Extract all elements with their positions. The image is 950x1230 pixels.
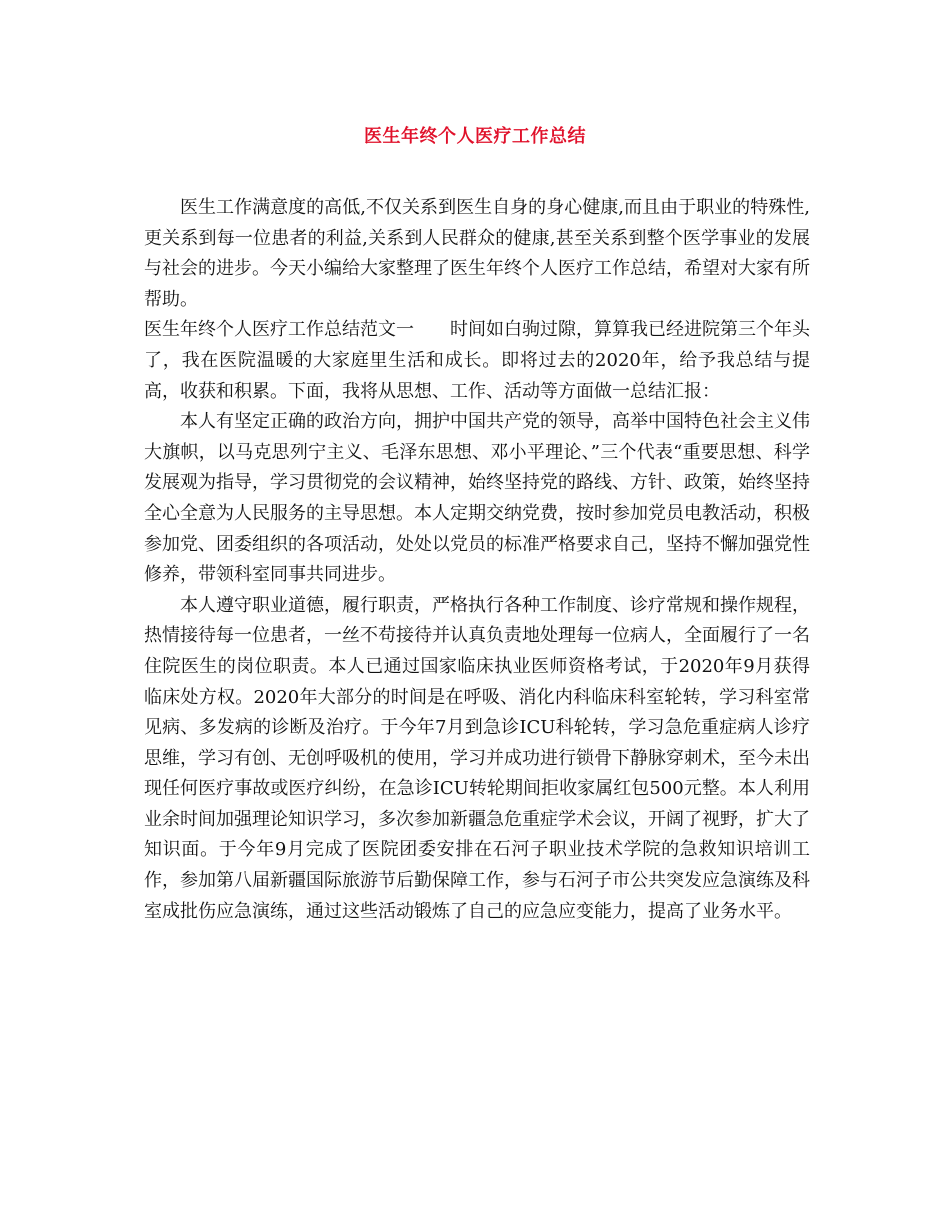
paragraph-work: 本人遵守职业道德，履行职责，严格执行各种工作制度、诊疗常规和操作规程，热情接待每一位患者，一丝不苟接待并认真负责地处理每一位病人，全面履行了一名住院医生的岗位职责。本人已通过国家临床执业医师资格考试，于2020年9月获得临床处方权。2020年大部分的时间是在呼吸、消化内科临床科室轮转，学习科室常见病、多发病的诊断及治疗。于今年7月到急诊ICU科轮转，学习急危重症病人诊疗思维，学习有创、无创呼吸机的使用，学习并成功进行锁骨下静脉穿刺术，至今未出现任何医疗事故或医疗纠纷，在急诊ICU转轮期间拒收家属红包500元整。本人利用业余时间加强理论知识学习，多次参加新疆急危重症学术会议，开阔了视野，扩大了知识面。于今年9月完成了医院团委安排在石河子职业技术学院的急救知识培训工作，参加第八届新疆国际旅游节后勤保障工作，参与石河子市公共突发应急演练及科室成批伤应急演练，通过这些活动锻炼了自己的应急应变能力，提高了业务水平。 xyxy=(144,594,810,922)
sample-heading: 医生年终个人医疗工作总结范文一 xyxy=(144,319,414,341)
document-title: 医生年终个人医疗工作总结 xyxy=(364,126,586,147)
document-body xyxy=(144,193,810,927)
paragraph-political: 本人有坚定正确的政治方向，拥护中国共产党的领导，高举中国特色社会主义伟大旗帜，以马克思列宁主义、毛泽东思想、邓小平理论、”三个代表“重要思想、科学发展观为指导，学习贯彻党的会议精神，始终坚持党的路线、方针、政策，始终坚持全心全意为人民服务的主导思想。本人定期交纳党费，按时参加党员电教活动，积极参加党、团委组织的各项活动，处处以党员的标准严格要求自己，坚持不懈加强党性修养，带领科室同事共同进步。 xyxy=(144,411,810,586)
paragraph-intro: 医生工作满意度的高低,不仅关系到医生自身的身心健康,而且由于职业的特殊性,更关系到每一位患者的利益,关系到人民群众的健康,甚至关系到整个医学事业的发展与社会的进步。今天小编给大家整理了医生年终个人医疗工作总结，希望对大家有所帮助。 xyxy=(144,197,810,310)
paragraph-sample xyxy=(144,315,810,407)
sample-text: 时间如白驹过隙，算算我已经进院第三个年头了，我在医院温暖的大家庭里生活和成长。即将过去的2020年，给予我总结与提高，收获和积累。下面，我将从思想、工作、活动等方面做一总结汇报： xyxy=(144,319,810,402)
